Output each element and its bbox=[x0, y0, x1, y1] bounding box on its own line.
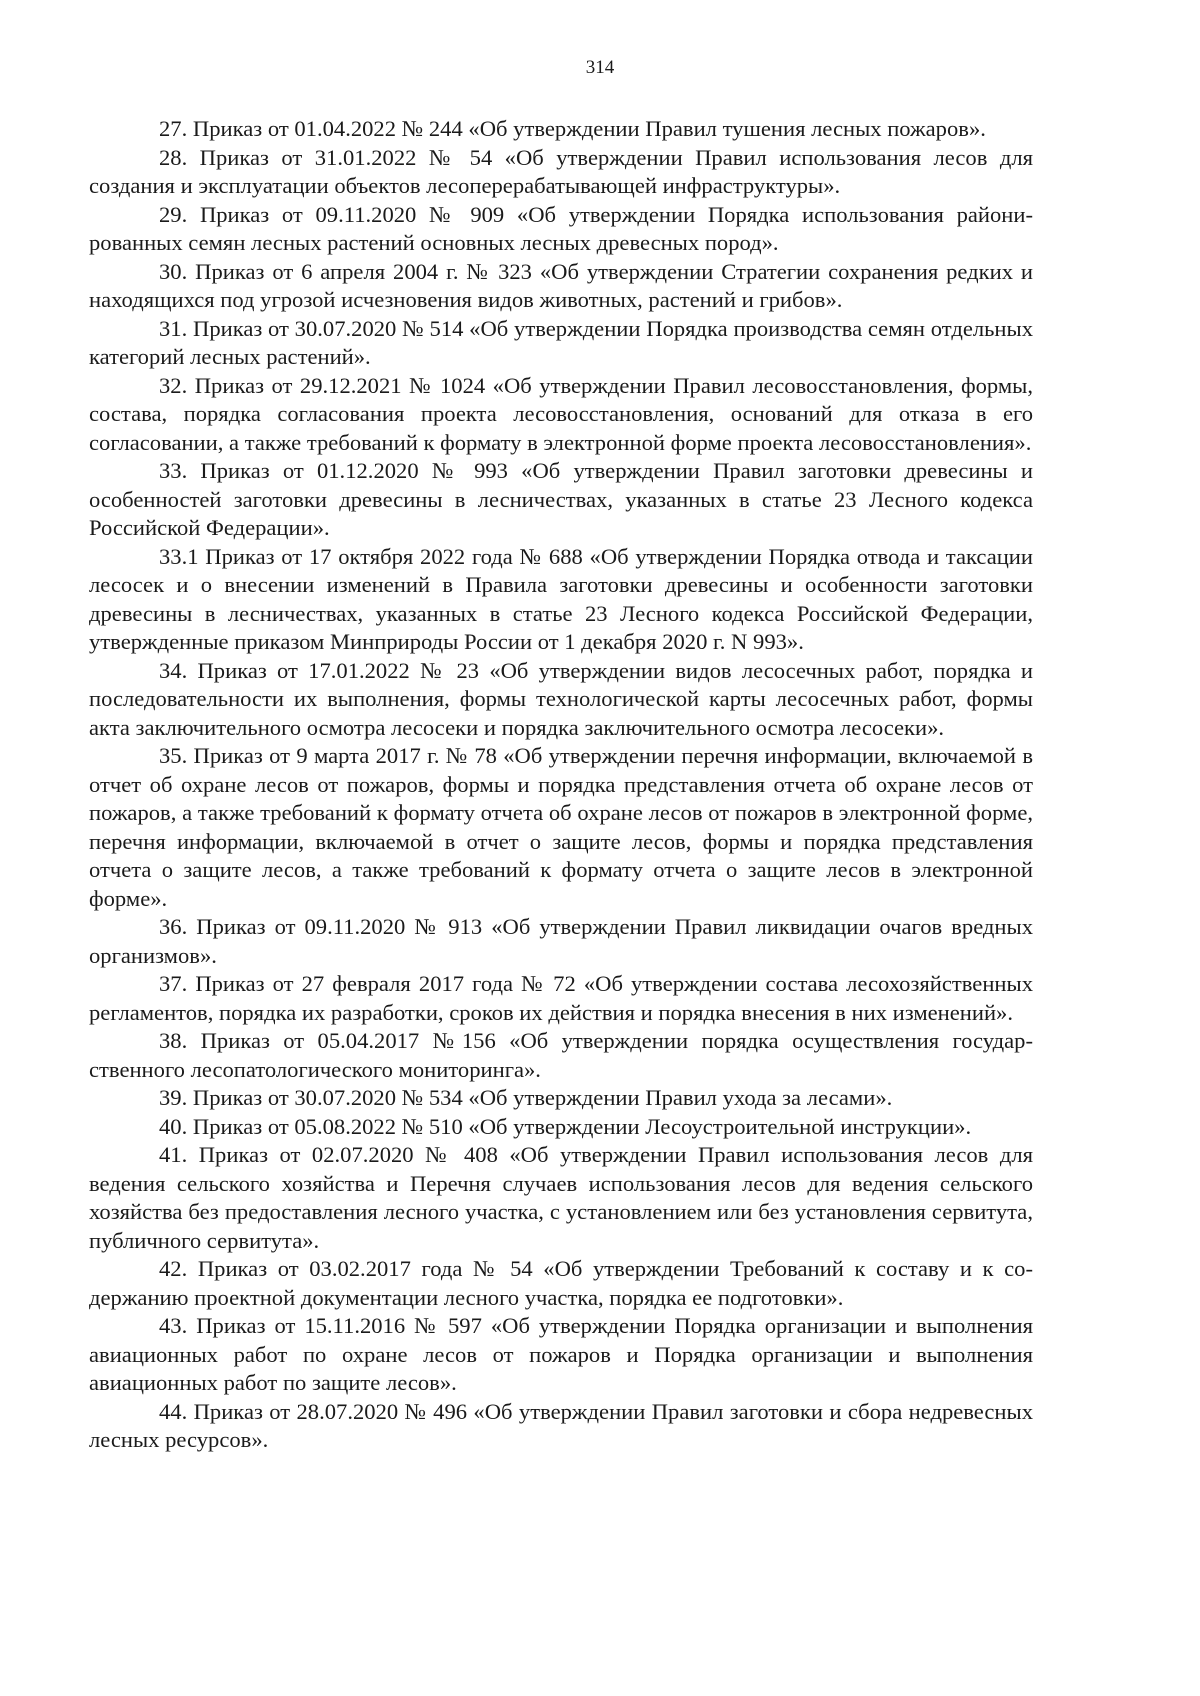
list-item: 33.1 Приказ от 17 октября 2022 года № 688 «Об утверждении Порядка отвода и таксации лесосек и о внесении изменений в Правила заготовки древесины и особенности заготовки древесины в лесничествах, указанных в статье 23 Лесного кодекса Российской Федерации, утвержденные приказом Минприроды России от 1 декабря 2020 г. N 993». bbox=[89, 543, 1033, 654]
list-item: 29. Приказ от 09.11.2020 № 909 «Об утверждении Порядка использования районированных семян лесных растений основных лесных древесных пород». bbox=[89, 201, 1033, 255]
list-item: 40. Приказ от 05.08.2022 № 510 «Об утверждении Лесоустроительной инструкции». bbox=[159, 1113, 972, 1139]
list-item: 32. Приказ от 29.12.2021 № 1024 «Об утверждении Правил лесовосстановления, формы, состава, порядка согласования проекта лесовосстановления, оснований для отказа в его согласовании, а также требований к формату в электронной форме проекта лесовосстановления». bbox=[89, 372, 1033, 455]
list-item: 28. Приказ от 31.01.2022 № 54 «Об утверждении Правил использования лесов для создания и эксплуатации объектов лесоперерабатывающей инфраструктуры». bbox=[89, 144, 1033, 198]
list-item: 37. Приказ от 27 февраля 2017 года № 72 «Об утверждении состава лесохозяйственных регламентов, порядка их разработки, сроков их действия и порядка внесения в них изменений». bbox=[89, 971, 1033, 1025]
page-number: 314 bbox=[585, 57, 615, 78]
list-item: 43. Приказ от 15.11.2016 № 597 «Об утверждении Порядка организации и выполнения авиационных работ по охране лесов от пожаров и Порядка организации и выполнения авиационных работ по защите лесов». bbox=[89, 1313, 1033, 1395]
list-item: 38. Приказ от 05.04.2017 №156 «Об утверждении порядка осуществления государственного лесопатологического мониторинга». bbox=[89, 1028, 1033, 1082]
list-item: 30. Приказ от 6 апреля 2004 г. № 323 «Об утверждении Стратегии сохранения редких и находящихся под угрозой исчезновения видов животных, растений и грибов». bbox=[89, 258, 1033, 312]
list-item: 31. Приказ от 30.07.2020 № 514 «Об утверждении Порядка производства семян отдельных категорий лесных растений». bbox=[89, 315, 1033, 369]
list-item: 39. Приказ от 30.07.2020 № 534 «Об утверждении Правил ухода за лесами». bbox=[159, 1085, 893, 1110]
list-item: 34. Приказ от 17.01.2022 № 23 «Об утверждении видов лесосечных работ, порядка и последовательности их выполнения, формы технологической карты лесосечных работ, формы акта заключительного осмотра лесосеки и порядка заключительного осмотра лесосеки». bbox=[89, 657, 1033, 740]
list-item: 27. Приказ от 01.04.2022 № 244 «Об утверждении Правил тушения лесных пожаров». bbox=[159, 116, 986, 141]
list-item: 36. Приказ от 09.11.2020 № 913 «Об утверждении Правил ликвидации очагов вредных организмов». bbox=[89, 914, 1033, 968]
list-item: 35. Приказ от 9 марта 2017 г. № 78 «Об утверждении перечня информации, включаемой в отчет об охране лесов от пожаров, формы и порядка представления отчета об охране лесов от пожаров, а также требований к формату отчета об охране лесов от пожаров в электронной форме, перечня информации, включаемой в отчет о защите лесов, формы и порядка представления отчета о защите лесов, а также требований к формату отчета о защите лесов в электронной форме». bbox=[89, 743, 1033, 911]
list-item: 44. Приказ от 28.07.2020 № 496 «Об утверждении Правил заготовки и сбора недревесных лесных ресурсов». bbox=[89, 1398, 1033, 1452]
list-item: 41. Приказ от 02.07.2020 № 408 «Об утверждении Правил использования лесов для ведения сельского хозяйства и Перечня случаев использования лесов для ведения сельского хозяйства без предоставления лесного участка, с установлением или без установления сервитута, публичного сервитута». bbox=[89, 1142, 1033, 1253]
list-item: 42. Приказ от 03.02.2017 года № 54 «Об утверждении Требований к составу и к содержанию проектной документации лесного участка, порядка ее подготовки». bbox=[89, 1256, 1033, 1310]
list-item: 33. Приказ от 01.12.2020 № 993 «Об утверждении Правил заготовки древесины и особенностей заготовки древесины в лесничествах, указанных в статье 23 Лесного кодекса Российской Федерации». bbox=[89, 458, 1033, 540]
orders-list bbox=[89, 115, 1033, 1455]
